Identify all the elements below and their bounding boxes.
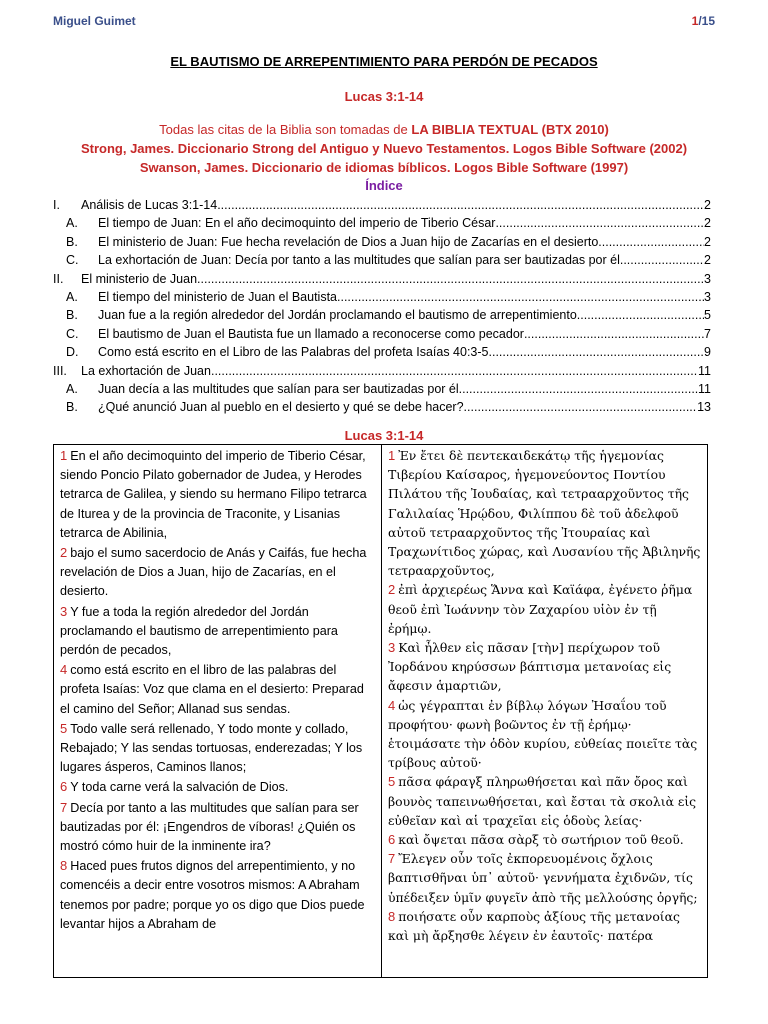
toc-entry[interactable] bbox=[53, 270, 711, 288]
spanish-verse bbox=[60, 660, 376, 719]
verse-number: 6 bbox=[60, 779, 68, 795]
verse-text: Ἔλεγεν οὖν τοῖς ἐκπορευομένοις ὄχλοις βαπτισθῆναι ὑπ᾽ αὐτοῦ· γεννήματα ἐχιδνῶν, τίς ὑπέδειξεν ὑμῖν φυγεῖν ἀπὸ τῆς μελλούσης ὀργῆς; bbox=[388, 851, 698, 905]
toc-entry-number: D. bbox=[66, 345, 79, 360]
toc-entry-page: 2 bbox=[704, 253, 711, 268]
verse-number: 3 bbox=[60, 603, 68, 619]
verse-number: 7 bbox=[60, 799, 68, 815]
toc-entry-text: La exhortación de Juan: Decía por tanto a las multitudes que salían para ser bautizadas por él bbox=[98, 253, 620, 268]
verse-number: 1 bbox=[60, 448, 68, 463]
spanish-verse bbox=[60, 543, 376, 602]
greek-verse bbox=[388, 446, 702, 580]
toc-entry-text: El tiempo de Juan: En el año decimoquinto del imperio de Tiberio César bbox=[98, 216, 496, 231]
toc-entry-number: I. bbox=[53, 198, 60, 212]
author-name: Miguel Guimet bbox=[53, 14, 136, 28]
verse-text: bajo el sumo sacerdocio de Anás y Caifás, fue hecha revelación de Dios a Juan, hijo de Zacarías, en el desierto. bbox=[60, 546, 367, 599]
verse-number: 8 bbox=[60, 858, 68, 874]
total-pages: /15 bbox=[698, 14, 715, 28]
toc-entry-page: 2 bbox=[704, 216, 711, 231]
verse-number: 2 bbox=[60, 545, 68, 561]
toc-entry-page: 3 bbox=[704, 271, 711, 286]
verse-number: 5 bbox=[60, 720, 68, 736]
toc-entry-number: II. bbox=[53, 271, 64, 286]
toc-entry-text: El ministerio de Juan bbox=[81, 271, 198, 286]
toc-entry[interactable] bbox=[53, 398, 711, 416]
greek-verse bbox=[388, 580, 702, 638]
spanish-verse bbox=[60, 719, 376, 778]
verse-text: Haced pues frutos dignos del arrepentimiento, y no comencéis a decir entre vosotros mismos: A Abraham tenemos por padre; porque yo os digo que Dios puede levantar hijos a Abraham de bbox=[60, 859, 365, 931]
toc-entry[interactable] bbox=[53, 196, 711, 214]
spanish-verse bbox=[60, 777, 376, 797]
source-bible: LA BIBLIA TEXTUAL (BTX 2010) bbox=[411, 122, 609, 137]
toc-entry-page: 5 bbox=[704, 308, 711, 323]
verse-text: Y toda carne verá la salvación de Dios. bbox=[70, 780, 289, 795]
spanish-verse bbox=[60, 446, 376, 543]
toc-leader-dots bbox=[489, 343, 705, 361]
toc-entry-page: 9 bbox=[704, 345, 711, 360]
toc-entry-number: B. bbox=[66, 400, 78, 415]
verse-text: En el año decimoquinto del imperio de Tiberio César, siendo Poncio Pilato gobernador de Judea, y Herodes tetrarca de Galilea, y siendo su hermano Filipo tetrarca de Iturea y de la provincia de Traconite, y Lisanias tetrarca de Abilinia, bbox=[60, 449, 367, 540]
spanish-column bbox=[54, 445, 382, 977]
verse-number: 6 bbox=[388, 832, 396, 848]
toc-entry[interactable] bbox=[53, 343, 711, 361]
verse-number: 4 bbox=[60, 662, 68, 678]
toc-entry-text: Análisis de Lucas 3:1-14 bbox=[81, 198, 218, 212]
verse-text: como está escrito en el libro de las palabras del profeta Isaías: Voz que clama en el desierto: Preparad el camino del Señor; Allanad sus sendas. bbox=[60, 663, 364, 716]
toc-entry[interactable] bbox=[53, 214, 711, 232]
verse-number: 3 bbox=[388, 640, 396, 656]
toc-entry-text: ¿Qué anunció Juan al pueblo en el desierto y qué se debe hacer? bbox=[98, 400, 464, 415]
toc-entry-text: El tiempo del ministerio de Juan el Bautista bbox=[98, 289, 338, 304]
toc-entry-page: 11 bbox=[698, 363, 711, 378]
verse-number: 7 bbox=[388, 851, 396, 867]
toc-entry-page: 3 bbox=[704, 289, 711, 304]
toc-entry-page: 11 bbox=[698, 381, 711, 396]
verse-number: 5 bbox=[388, 774, 396, 790]
spanish-verse bbox=[60, 602, 376, 661]
toc-leader-dots bbox=[524, 325, 704, 343]
toc-entry-number: A. bbox=[66, 216, 78, 231]
verse-text: ὡς γέγραπται ἐν βίβλῳ λόγων Ἠσαΐου τοῦ προφήτου· φωνὴ βοῶντος ἐν τῇ ἐρήμῳ· ἑτοιμάσατε τὴν ὁδὸν κυρίου, εὐθείας ποιεῖτε τὰς τρίβους αὐτοῦ· bbox=[388, 697, 698, 771]
verse-text: πᾶσα φάραγξ πληρωθήσεται καὶ πᾶν ὄρος καὶ βουνὸς ταπεινωθήσεται, καὶ ἔσται τὰ σκολιὰ εἰς εὐθεῖαν καὶ αἱ τραχεῖαι εἰς ὁδοὺς λείας· bbox=[388, 774, 697, 828]
toc-entry[interactable] bbox=[53, 288, 711, 306]
verse-text: Καὶ ἦλθεν εἰς πᾶσαν [τὴν] περίχωρον τοῦ Ἰορδάνου κηρύσσων βάπτισμα μετανοίας εἰς ἄφεσιν ἁμαρτιῶν, bbox=[388, 640, 672, 694]
toc-leader-dots bbox=[495, 214, 704, 232]
greek-verse bbox=[388, 907, 702, 945]
current-page: 1 bbox=[691, 14, 699, 28]
greek-verse bbox=[388, 696, 702, 773]
toc-entry-number: C. bbox=[66, 326, 79, 341]
toc-entry-number: C. bbox=[66, 253, 79, 268]
toc-leader-dots bbox=[459, 380, 698, 398]
spanish-verse bbox=[60, 856, 376, 934]
verse-text: Ἐν ἔτει δὲ πεντεκαιδεκάτῳ τῆς ἡγεμονίας Τιβερίου Καίσαρος, ἡγεμονεύοντος Ποντίου Πιλάτου τῆς Ἰουδαίας, καὶ τετρααρχοῦντος τῆς Γαλιλαίας Ἡρῴδου, Φιλίππου δὲ τοῦ ἀδελφοῦ αὐτοῦ τετρααρχοῦντος τῆς Ἰτουραίας καὶ Τραχωνίτιδος χώρας, καὶ Λυσανίου τῆς Ἀβιληνῆς τετρααρχοῦντος, bbox=[388, 448, 701, 579]
toc-entry-page: 7 bbox=[704, 326, 711, 341]
greek-verse bbox=[388, 772, 702, 830]
toc-leader-dots bbox=[598, 233, 704, 251]
toc-entry[interactable] bbox=[53, 362, 711, 380]
verse-text: ποιήσατε οὖν καρποὺς ἀξίους τῆς μετανοίας καὶ μὴ ἄρξησθε λέγειν ἐν ἑαυτοῖς· πατέρα bbox=[388, 908, 680, 944]
greek-verse bbox=[388, 638, 702, 696]
greek-verse bbox=[388, 849, 702, 907]
verse-text: Y fue a toda la región alrededor del Jordán proclamando el bautismo de arrepentimiento para perdón de pecados, bbox=[60, 604, 338, 658]
source-line-bible bbox=[0, 122, 768, 137]
toc-entry-text: Como está escrito en el Libro de las Palabras del profeta Isaías 40:3-5 bbox=[98, 345, 489, 360]
bible-text-table bbox=[53, 444, 708, 978]
verse-text: Todo valle será rellenado, Y todo monte y collado, Rebajado; Y las sendas tortuosas, enderezadas; Y los lugares ásperos, Caminos llanos; bbox=[60, 721, 363, 775]
toc-entry[interactable] bbox=[53, 233, 711, 251]
index-heading: Índice bbox=[365, 178, 403, 193]
verse-number: 4 bbox=[388, 697, 396, 713]
verse-text: Decía por tanto a las multitudes que salían para ser bautizadas por él: ¡Engendros de víboras! ¿Quién os mostró cómo huir de la inminente ira? bbox=[60, 800, 359, 854]
source-line-strong: Strong, James. Diccionario Strong del Antiguo y Nuevo Testamentos. Logos Bible Software (2002) bbox=[80, 141, 688, 156]
toc-entry-page: 2 bbox=[704, 234, 711, 249]
spanish-verse bbox=[60, 798, 376, 857]
toc-leader-dots bbox=[464, 398, 698, 416]
verse-text: καὶ ὄψεται πᾶσα σὰρξ τὸ σωτήριον τοῦ θεοῦ. bbox=[398, 832, 684, 848]
source-line-swanson: Swanson, James. Diccionario de idiomas bíblicos. Logos Bible Software (1997) bbox=[139, 160, 629, 175]
page-number bbox=[692, 14, 715, 28]
toc-entry-number: B. bbox=[66, 234, 78, 249]
scripture-reference: Lucas 3:1-14 bbox=[344, 89, 424, 104]
toc-entry-number: A. bbox=[66, 289, 78, 304]
toc-entry-text: El bautismo de Juan el Bautista fue un llamado a reconocerse como pecador bbox=[98, 326, 524, 341]
greek-column bbox=[382, 445, 707, 977]
source-prefix: Todas las citas de la Biblia son tomadas de bbox=[159, 122, 412, 137]
toc-leader-dots bbox=[211, 362, 698, 380]
toc-entry[interactable] bbox=[53, 251, 711, 269]
toc-leader-dots bbox=[217, 196, 704, 214]
toc-entry[interactable] bbox=[53, 325, 711, 343]
verse-number: 8 bbox=[388, 908, 396, 924]
verse-text: ἐπὶ ἀρχιερέως Ἅννα καὶ Καϊάφα, ἐγένετο ῥῆμα θεοῦ ἐπὶ Ἰωάννην τὸν Ζαχαρίου υἱὸν ἐν τῇ ἐρήμῳ. bbox=[388, 582, 693, 636]
toc-leader-dots bbox=[577, 306, 704, 324]
toc-entry-number: B. bbox=[66, 308, 78, 323]
toc-entry-page: 13 bbox=[697, 400, 711, 415]
verse-number: 1 bbox=[388, 448, 396, 463]
toc-leader-dots bbox=[620, 251, 704, 269]
toc-leader-dots bbox=[197, 270, 704, 288]
document-title: EL BAUTISMO DE ARREPENTIMIENTO PARA PERDÓN DE PECADOS bbox=[170, 54, 598, 69]
toc-entry-number: A. bbox=[66, 381, 78, 396]
toc-entry-page: 2 bbox=[704, 198, 711, 212]
toc-entry-number: III. bbox=[53, 363, 67, 378]
table-of-contents bbox=[53, 196, 711, 417]
verse-number: 2 bbox=[388, 582, 396, 598]
toc-leader-dots bbox=[337, 288, 704, 306]
toc-entry-text: El ministerio de Juan: Fue hecha revelación de Dios a Juan hijo de Zacarías en el desierto bbox=[98, 234, 599, 249]
toc-entry[interactable] bbox=[53, 380, 711, 398]
toc-entry-text: La exhortación de Juan bbox=[81, 363, 211, 378]
toc-entry[interactable] bbox=[53, 306, 711, 324]
passage-heading: Lucas 3:1-14 bbox=[344, 428, 424, 443]
greek-verse bbox=[388, 830, 702, 849]
toc-entry-text: Juan fue a la región alrededor del Jordán proclamando el bautismo de arrepentimiento bbox=[98, 308, 577, 323]
toc-entry-text: Juan decía a las multitudes que salían para ser bautizadas por él bbox=[98, 381, 459, 396]
